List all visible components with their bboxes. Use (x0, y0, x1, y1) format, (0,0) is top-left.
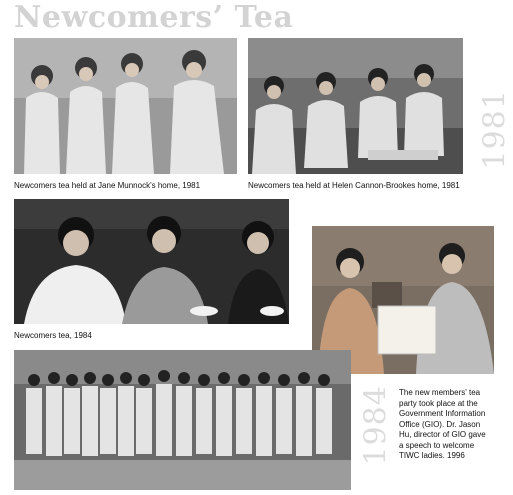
photo-jane-munnock-tea (14, 38, 237, 174)
photo-group-gio (14, 350, 351, 490)
photo-caption: Newcomers tea held at Helen Cannon-Brookes home, 1981 (248, 181, 460, 190)
photo-caption: Newcomers tea held at Jane Munnock's home, 1981 (14, 181, 201, 190)
page-title: Newcomers’ Tea (14, 0, 294, 35)
photo-newcomers-tea-1984 (14, 199, 289, 324)
photo-helen-cannon-brookes-tea (248, 38, 463, 174)
photo-caption: Newcomers tea, 1984 (14, 331, 92, 340)
year-label-1984: 1984 (358, 385, 394, 466)
year-label-1981: 1981 (477, 89, 513, 170)
photo-caption: The new members' tea party took place at the Government Information Office (GIO). Dr. Jason Hu, director of GIO gave a speech to welcome TIWC ladies. 1996 (399, 388, 486, 460)
